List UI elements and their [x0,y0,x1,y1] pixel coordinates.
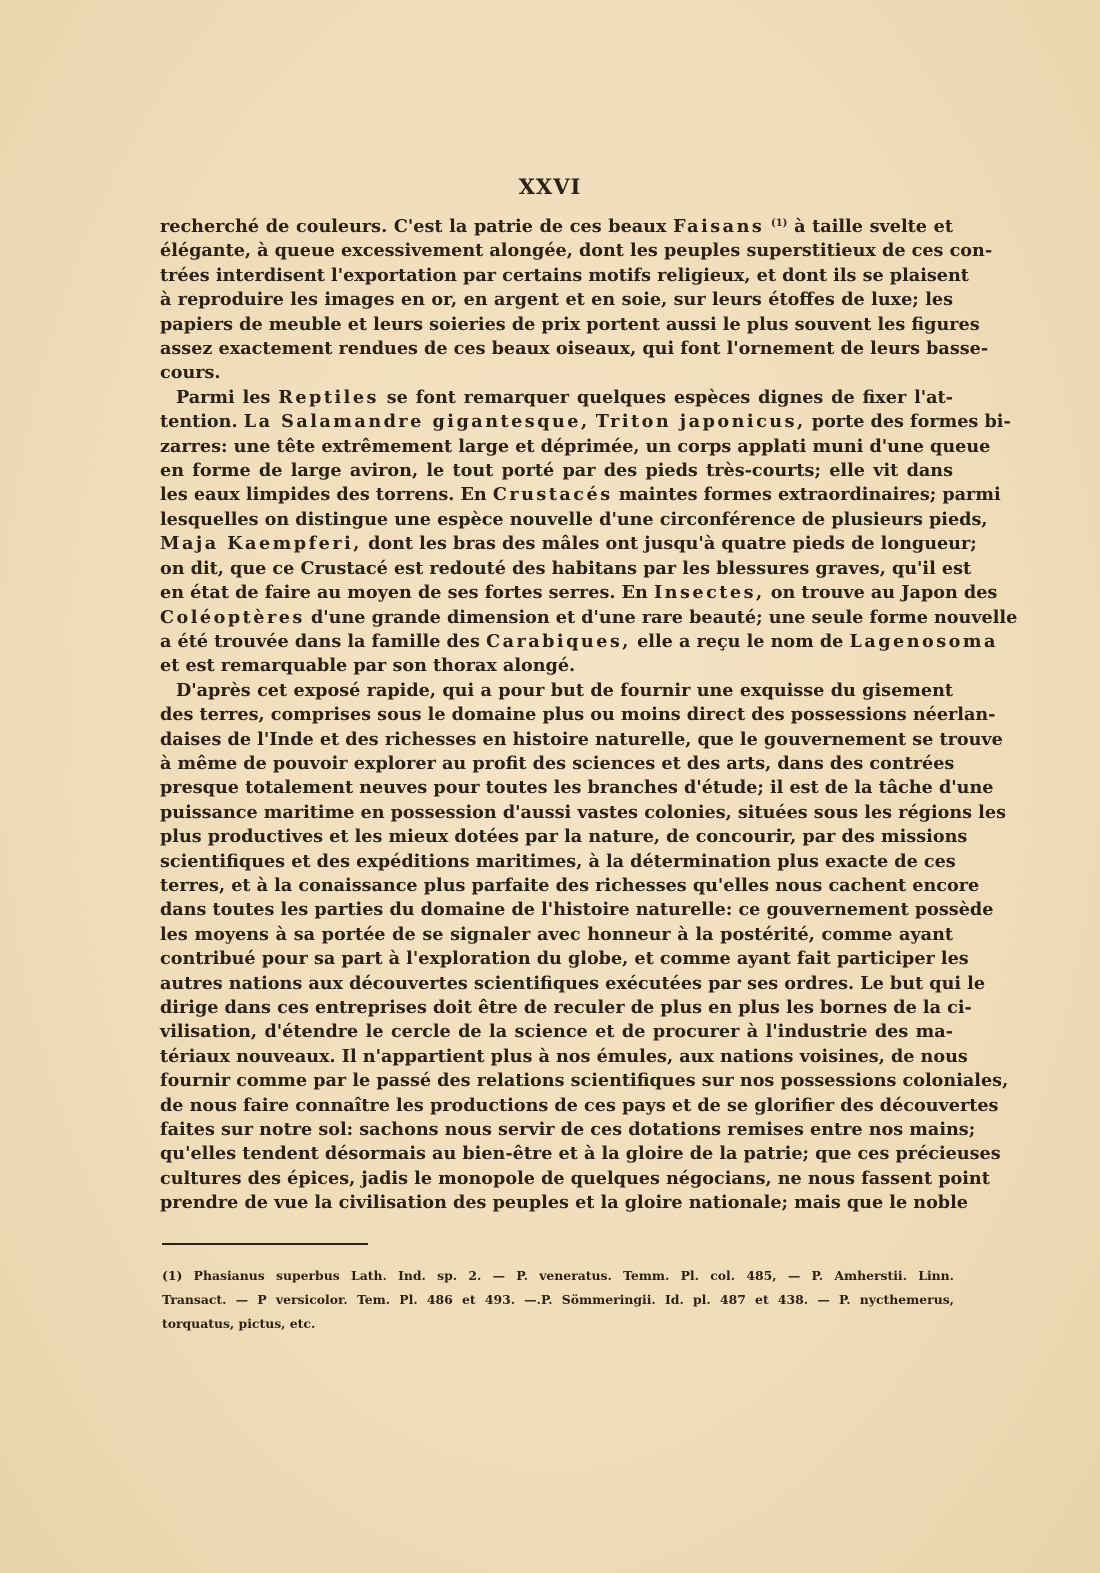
text-line: Coléoptères d'une grande dimension et d'une rare beauté; une seule forme nouvelle [160,606,1018,628]
text-line: autres nations aux découvertes scientifiques exécutées par ses ordres. Le but qui le [160,972,986,994]
emphasized-term: La Salamandre gigantesque, [243,411,590,433]
text-line: plus productives et les mieux dotées par la nature, de concourir, par des missions [160,826,968,848]
paragraph-2 [160,386,1018,679]
text-line: à reproduire les images en or, en argent et en soie, sur leurs étoffes de luxe; les [160,289,953,311]
text-line: presque totalement neuves pour toutes les branches d'étude; il est de la tâche d'une [160,777,994,799]
text-line: lesquelles on distingue une espèce nouvelle d'une circonférence de plusieurs pieds, [160,508,988,530]
emphasized-term: Coléoptères [160,606,305,628]
text-line: à même de pouvoir explorer au profit des sciences et des arts, dans des contrées [160,752,955,774]
text-line: tériaux nouveaux. Il n'appartient plus à nos émules, aux nations voisines, de nous [160,1045,968,1067]
emphasized-term: Carabiques, [486,630,631,652]
emphasized-term: Maja Kaempferi, [160,533,362,555]
text-line: dans toutes les parties du domaine de l'histoire naturelle: ce gouvernement possède [160,899,994,921]
text-line: des terres, comprises sous le domaine plus ou moins direct des possessions néerlan- [160,704,996,726]
text-line: élégante, à queue excessivement alongée, dont les peuples superstitieux de ces con- [160,240,993,262]
text-line: les eaux limpides des torrens. En Crustacés maintes formes extraordinaires; parmi [160,484,1001,506]
text-line: on dit, que ce Crustacé est redouté des habitans par les blessures graves, qu'il est [160,557,972,579]
page-number: XXVI [518,174,582,199]
paragraph-3 [160,679,1009,1216]
footnote-line: torquatus, pictus, etc. [162,1316,316,1331]
text-line: dirige dans ces entreprises doit être de reculer de plus en plus les bornes de la ci- [160,997,972,1018]
text-line: en forme de large aviron, le tout porté par des pieds très-courts; elle vit dans [160,460,953,482]
emphasized-term: Crustacés [492,484,613,506]
text-line: assez exactement rendues de ces beaux oiseaux, qui font l'ornement de leurs basse- [160,338,989,360]
paragraph-1 [160,212,993,386]
footnote-line: Transact. — P versicolor. Tem. Pl. 486 et 493. —.P. Sömmeringii. Id. pl. 487 et 438. — P. nycthemerus, [162,1292,954,1307]
text-line: Maja Kaempferi, dont les bras des mâles ont jusqu'à quatre pieds de longueur; [160,533,977,555]
text-line: faites sur notre sol: sachons nous servir de ces dotations remises entre nos mains; [160,1119,976,1141]
footnote-reference: (1) [770,218,788,229]
emphasized-term: Insectes, [653,582,765,604]
text-line: en état de faire au moyen de ses fortes serres. En Insectes, on trouve au Japon des [160,582,998,604]
text-line: contribué pour sa part à l'exploration du globe, et comme ayant fait participer les [160,948,969,970]
emphasized-term: Faisans [673,216,765,237]
emphasized-term: Reptiles [278,386,379,408]
text-line: tention. La Salamandre gigantesque, Triton japonicus, porte des formes bi- [160,411,1011,433]
footnote-divider [162,1243,368,1245]
text-line: de nous faire connaître les productions de ces pays et de se glorifier des découvertes [160,1094,999,1116]
body-text [160,212,1018,1216]
text-line: a été trouvée dans la famille des Carabiques, elle a reçu le nom de Lagenosoma [160,630,998,652]
text-line: prendre de vue la civilisation des peuples et la gloire nationale; mais que le noble [160,1192,968,1214]
text-line: zarres: une tête extrêmement large et déprimée, un corps applati muni d'une queue [160,435,991,457]
emphasized-term: Lagenosoma [849,630,998,652]
text-line: terres, et à la conaissance plus parfaite des richesses qu'elles nous cachent encore [160,874,980,896]
text-line: et est remarquable par son thorax alongé. [160,655,576,677]
text-line: qu'elles tendent désormais au bien-être et à la gloire de la patrie; que ces précieuses [160,1143,1001,1165]
text-line: trées interdisent l'exportation par certains motifs religieux, et dont ils se plaisent [160,264,969,286]
text-line: recherché de couleurs. C'est la patrie de ces beaux Faisans $^{(1)}$ à taille svelte et [160,216,953,237]
text-line: fournir comme par le passé des relations scientifiques sur nos possessions coloniales, [160,1070,1009,1092]
footnote-line: (1) Phasianus superbus Lath. Ind. sp. 2. — P. veneratus. Temm. Pl. col. 485, — P. Amherstii. Linn. [162,1268,954,1283]
text-line: papiers de meuble et leurs soieries de prix portent aussi le plus souvent les figures [160,313,980,335]
text-line: daises de l'Inde et des richesses en histoire naturelle, que le gouvernement se trouve [160,728,1003,750]
text-line: cours. [160,362,221,384]
text-line: scientifiques et des expéditions maritimes, à la détermination plus exacte de ces [160,850,956,872]
text-line: D'après cet exposé rapide, qui a pour but de fournir une exquisse du gisement [176,679,953,701]
text-line: vilisation, d'étendre le cercle de la science et de procurer à l'industrie des ma- [160,1021,953,1043]
emphasized-term: Triton japonicus, [595,411,806,433]
text-line: puissance maritime en possession d'aussi vastes colonies, situées sous les régions les [160,801,1006,823]
footnotes [162,1264,954,1336]
text-line: Parmi les Reptiles se font remarquer quelques espèces dignes de fixer l'at- [176,386,953,408]
text-line: les moyens à sa portée de se signaler avec honneur à la postérité, comme ayant [160,923,953,945]
text-line: cultures des épices, jadis le monopole de quelques négocians, ne nous fassent point [160,1167,990,1189]
